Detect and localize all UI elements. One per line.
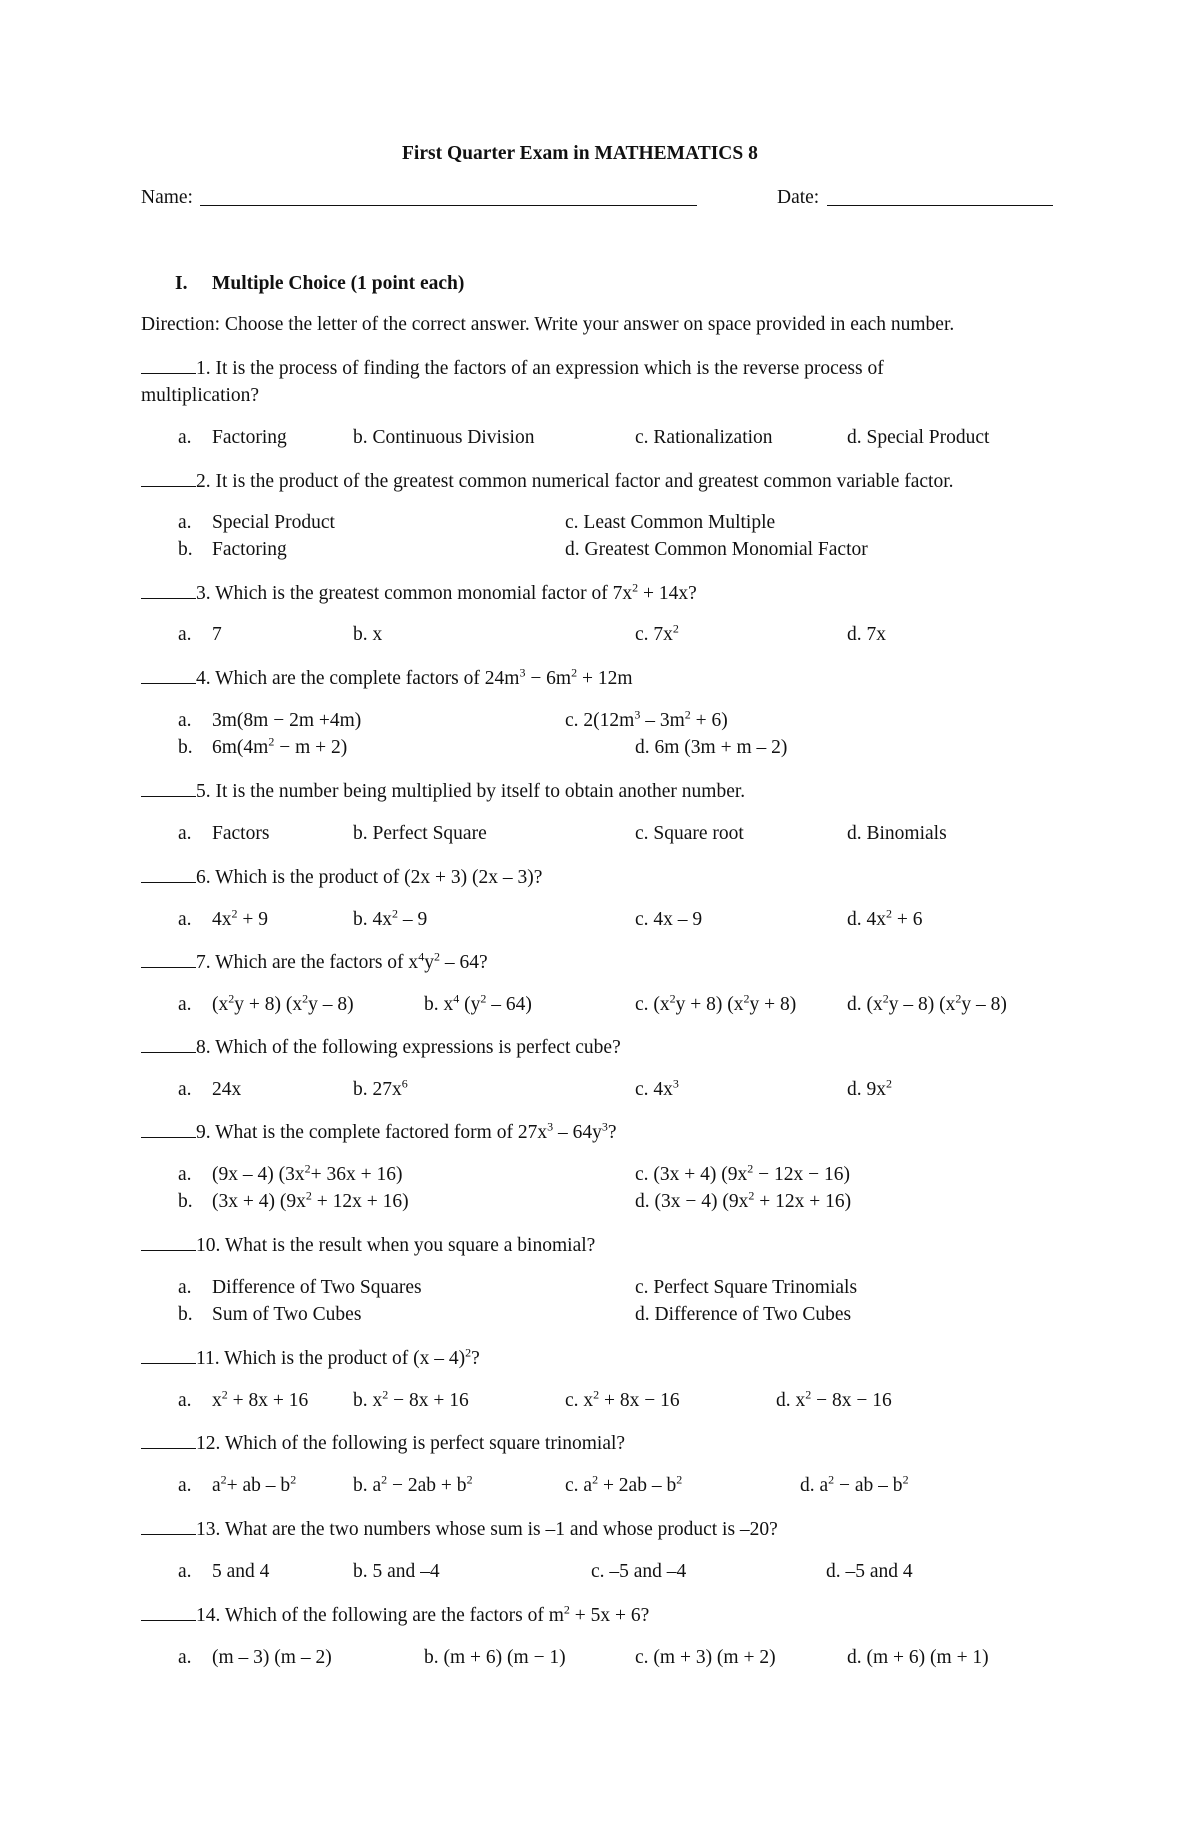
question-1-cont: multiplication?	[141, 385, 260, 406]
option-b: b. Continuous Division	[353, 427, 535, 448]
name-label: Name:	[141, 187, 193, 208]
question-stem: 13. What are the two numbers whose sum is –1 and whose product is –20?	[196, 1519, 778, 1540]
answer-blank[interactable]	[141, 1518, 196, 1535]
option-c: c. $7x^2$	[635, 621, 679, 645]
option-a: (m – 3) (m – 2)	[212, 1647, 332, 1668]
option-a: Factoring	[212, 427, 287, 448]
option-letter: a.	[178, 994, 192, 1015]
option-letter: a.	[178, 624, 192, 645]
option-letter: b.	[178, 1304, 193, 1325]
answer-blank[interactable]	[141, 582, 196, 599]
option-d: d. (m + 6) (m + 1)	[847, 1647, 989, 1668]
answer-blank[interactable]	[141, 667, 196, 684]
option-c: c. 4x – 9	[635, 909, 703, 930]
option-c: c. $2(12m^3 - 3m^2 + 6)$	[565, 707, 728, 731]
option-letter: a.	[178, 823, 192, 844]
option-b: b. $a^2 - 2ab + b^2$	[353, 1472, 473, 1496]
answer-blank[interactable]	[141, 1347, 196, 1364]
option-c: c. $4x^3$	[635, 1076, 679, 1100]
option-letter: a.	[178, 427, 192, 448]
question-stem-end: + 14x?	[638, 583, 697, 604]
option-d: d. $a^2$ − ab – $b^2$	[800, 1472, 909, 1496]
exponent: 2	[632, 580, 639, 595]
option-letter: a.	[178, 1277, 192, 1298]
option-c: c. Rationalization	[635, 427, 773, 448]
option-c: c. $(x^2y + 8) (x^2y + 8)$	[635, 991, 797, 1015]
answer-blank[interactable]	[141, 357, 196, 374]
question-10	[141, 1234, 595, 1258]
option-b: (3x + 4) $(9x^2 + 12x + 16)$	[212, 1188, 409, 1212]
option-c: c. $a^2 + 2ab - b^2$	[565, 1472, 683, 1496]
option-d: d. $(x^2y - 8)$ $(x^2y - 8)$	[847, 991, 1007, 1015]
option-c: c. Perfect Square Trinomials	[635, 1277, 858, 1298]
option-a: 24x	[212, 1079, 242, 1100]
option-b: b. (m + 6) (m − 1)	[424, 1647, 566, 1668]
option-b: b. $27x^6$	[353, 1076, 408, 1100]
option-a: Special Product	[212, 512, 335, 533]
option-letter: b.	[178, 1191, 193, 1212]
option-d: d. $4x^2 + 6$	[847, 906, 923, 930]
question-stem: 2. It is the product of the greatest common numerical factor and greatest common variable factor.	[196, 471, 954, 492]
option-b: b. Perfect Square	[353, 823, 487, 844]
page-title: First Quarter Exam in MATHEMATICS 8	[402, 143, 758, 164]
answer-blank[interactable]	[141, 1121, 196, 1138]
name-line[interactable]	[200, 205, 697, 206]
option-a: $(x^2y + 8)$ $(x^2y - 8)$	[212, 991, 354, 1015]
option-d: d. (3x − 4) $(9x^2 + 12x + 16)$	[635, 1188, 852, 1212]
question-8	[141, 1036, 621, 1060]
option-d: d. 6m (3m + m – 2)	[635, 737, 788, 758]
question-3	[141, 582, 697, 606]
question-stem: 6. Which is the product of (2x + 3) (2x – 3)?	[196, 867, 543, 888]
date-label: Date:	[777, 187, 820, 208]
section-title: Multiple Choice (1 point each)	[212, 273, 465, 294]
option-a: 5 and 4	[212, 1561, 270, 1582]
option-c: c. $x^2 + 8x - 16$	[565, 1387, 680, 1411]
option-b: b. x	[353, 624, 383, 645]
option-letter: a.	[178, 1390, 192, 1411]
option-c: c. Least Common Multiple	[565, 512, 776, 533]
option-a: 3m(8m − 2m +4m)	[212, 710, 362, 731]
answer-blank[interactable]	[141, 1432, 196, 1449]
question-6	[141, 866, 542, 890]
question-5	[141, 780, 745, 804]
option-c: c. –5 and –4	[591, 1561, 687, 1582]
question-14: 14. Which of the following are the factors of $m^2 + 5x + 6$?	[141, 1604, 649, 1628]
option-a: Factors	[212, 823, 270, 844]
question-9: 9. What is the complete factored form of $27x^3 - 64y^3$?	[141, 1121, 616, 1145]
option-d: d. $9x^2$	[847, 1076, 892, 1100]
question-stem: 1. It is the process of finding the factors of an expression which is the reverse process of	[196, 358, 884, 379]
option-letter: a.	[178, 1475, 192, 1496]
option-d: d. $x^2 - 8x - 16$	[776, 1387, 892, 1411]
option-a: $x^2 + 8x + 16$	[212, 1387, 309, 1411]
option-a: 7	[212, 624, 222, 645]
direction-text: Direction: Choose the letter of the correct answer. Write your answer on space provided in each number.	[141, 314, 955, 335]
option-d: d. Difference of Two Cubes	[635, 1304, 852, 1325]
answer-blank[interactable]	[141, 951, 196, 968]
question-stem: 8. Which of the following expressions is perfect cube?	[196, 1037, 621, 1058]
option-letter: a.	[178, 909, 192, 930]
option-letter: a.	[178, 710, 192, 731]
option-d: d. Special Product	[847, 427, 990, 448]
option-d: d. 7x	[847, 624, 886, 645]
option-b: b. 5 and –4	[353, 1561, 440, 1582]
answer-blank[interactable]	[141, 470, 196, 487]
option-b: b. $x^4$ $(y^2 - 64)$	[424, 991, 532, 1015]
question-2	[141, 470, 954, 494]
option-a: (9x – 4) $(3x^2+ 36x + 16)$	[212, 1161, 403, 1185]
question-13	[141, 1518, 778, 1542]
answer-blank[interactable]	[141, 780, 196, 797]
question-stem: 12. Which of the following is perfect square trinomial?	[196, 1433, 626, 1454]
date-line[interactable]	[827, 205, 1053, 206]
option-a: $a^2+$ ab – $b^2$	[212, 1472, 297, 1496]
answer-blank[interactable]	[141, 1234, 196, 1251]
option-d: d. Binomials	[847, 823, 947, 844]
section-number: I.	[175, 273, 188, 294]
question-11: 11. Which is the product of (x – 4)$^2$?	[141, 1347, 480, 1371]
answer-blank[interactable]	[141, 866, 196, 883]
option-letter: a.	[178, 1647, 192, 1668]
question-stem: 5. It is the number being multiplied by itself to obtain another number.	[196, 781, 746, 802]
question-1	[141, 357, 1061, 381]
option-b: b. $x^2 - 8x + 16$	[353, 1387, 469, 1411]
option-letter: a.	[178, 1164, 192, 1185]
option-letter: a.	[178, 1079, 192, 1100]
answer-blank[interactable]	[141, 1036, 196, 1053]
option-a: Difference of Two Squares	[212, 1277, 422, 1298]
question-stem: 10. What is the result when you square a binomial?	[196, 1235, 596, 1256]
option-a: $4x^2 + 9$	[212, 906, 268, 930]
option-d: d. Greatest Common Monomial Factor	[565, 539, 868, 560]
question-4: 4. Which are the complete factors of $24m^3 - 6m^2 + 12m$	[141, 667, 633, 691]
option-b: Sum of Two Cubes	[212, 1304, 362, 1325]
option-letter: a.	[178, 512, 192, 533]
option-letter: b.	[178, 737, 193, 758]
option-c: c. (m + 3) (m + 2)	[635, 1647, 776, 1668]
option-b: $6m(4m^2 - m + 2)$	[212, 734, 348, 758]
answer-blank[interactable]	[141, 1604, 196, 1621]
option-b: b. $4x^2 - 9$	[353, 906, 428, 930]
option-c: c. (3x + 4) $(9x^2 - 12x - 16)$	[635, 1161, 851, 1185]
option-letter: b.	[178, 539, 193, 560]
question-stem: 3. Which is the greatest common monomial factor of 7x	[196, 583, 633, 604]
option-d: d. –5 and 4	[826, 1561, 913, 1582]
option-b: Factoring	[212, 539, 287, 560]
question-12	[141, 1432, 625, 1456]
option-letter: a.	[178, 1561, 192, 1582]
option-c: c. Square root	[635, 823, 744, 844]
question-7: 7. Which are the factors of $x^4y^2 - 64$?	[141, 951, 488, 975]
